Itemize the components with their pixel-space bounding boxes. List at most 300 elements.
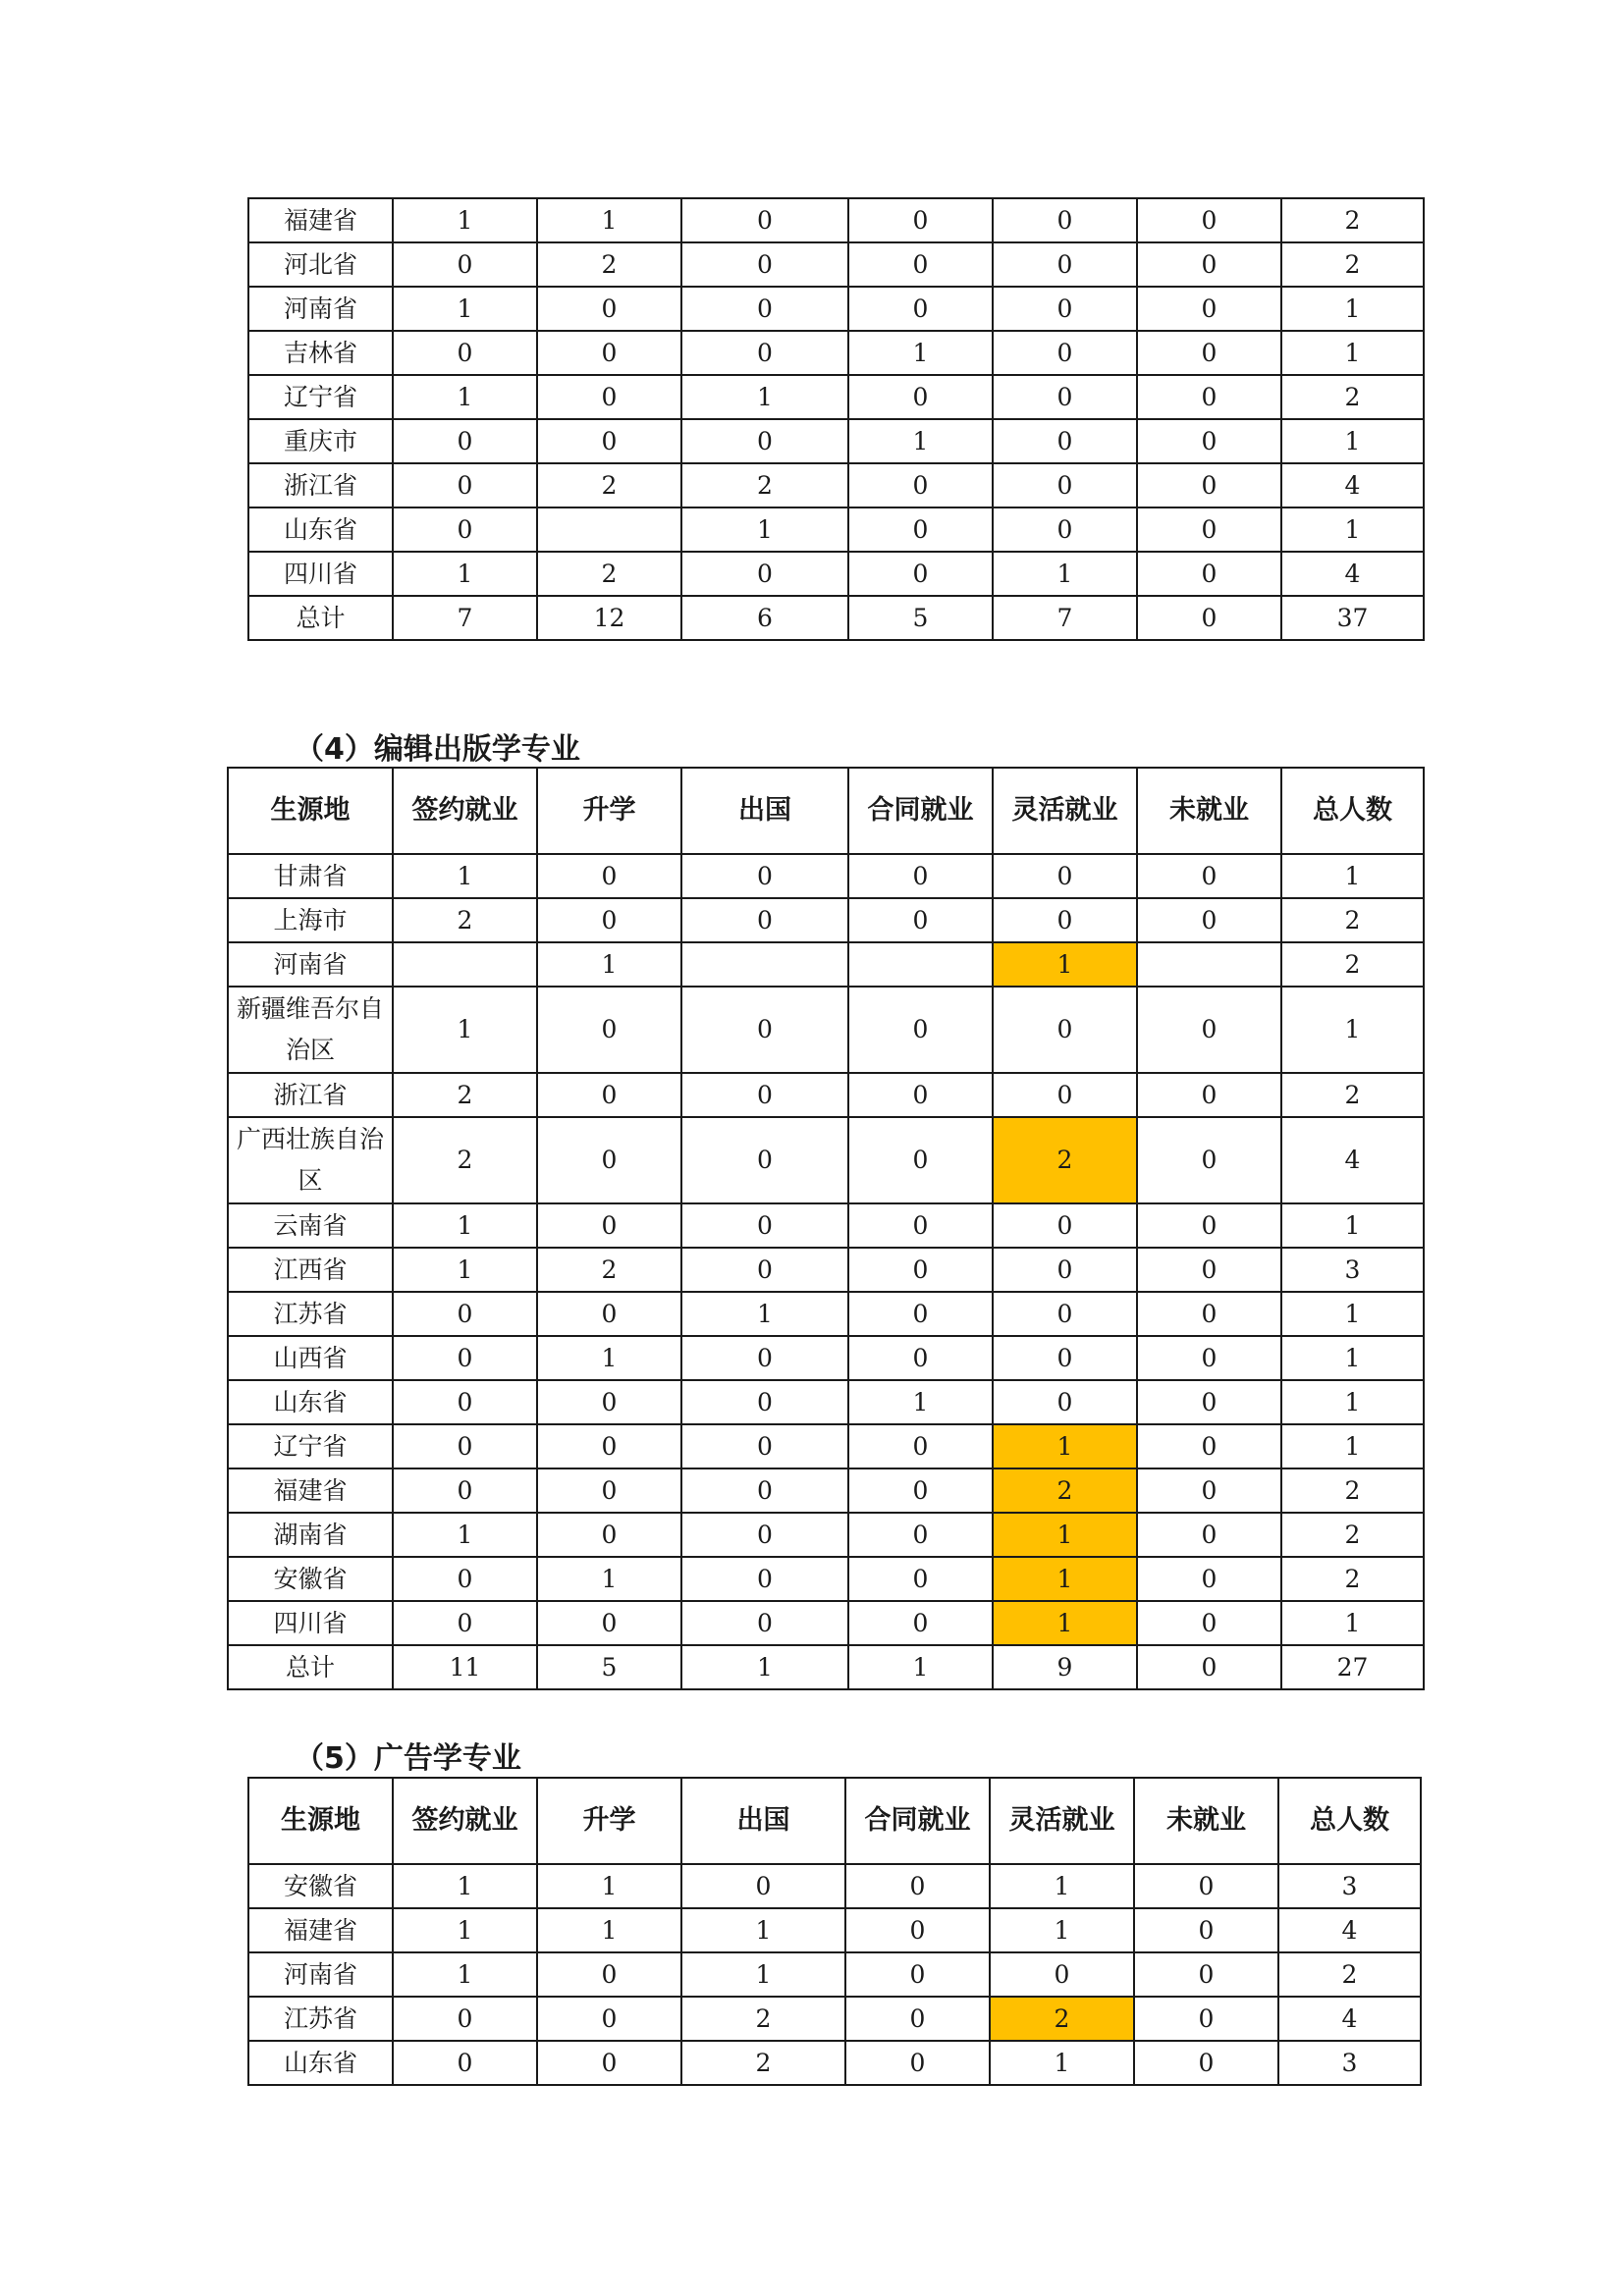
province-cell: 甘肃省 bbox=[228, 854, 393, 898]
table-continued bbox=[247, 197, 1425, 641]
value-cell: 1 bbox=[990, 1864, 1134, 1908]
highlighted-cell: 1 bbox=[993, 1557, 1137, 1601]
value-cell: 0 bbox=[681, 1073, 848, 1117]
value-cell: 1 bbox=[537, 942, 681, 987]
province-cell: 江苏省 bbox=[228, 1292, 393, 1336]
value-cell: 0 bbox=[993, 987, 1137, 1073]
value-cell: 6 bbox=[681, 596, 848, 640]
value-cell: 27 bbox=[1281, 1645, 1424, 1689]
province-cell: 江苏省 bbox=[248, 1997, 393, 2041]
table-row bbox=[228, 942, 1424, 987]
province-cell: 浙江省 bbox=[228, 1073, 393, 1117]
column-header: 出国 bbox=[681, 1778, 845, 1864]
value-cell: 0 bbox=[848, 463, 993, 507]
value-cell: 1 bbox=[1281, 287, 1424, 331]
value-cell: 0 bbox=[993, 1203, 1137, 1248]
value-cell: 0 bbox=[537, 854, 681, 898]
section-caption: （5）广告学专业 bbox=[295, 1741, 521, 1776]
value-cell: 4 bbox=[1281, 1117, 1424, 1203]
value-cell: 0 bbox=[848, 287, 993, 331]
value-cell: 0 bbox=[681, 1203, 848, 1248]
value-cell: 0 bbox=[848, 242, 993, 287]
value-cell: 1 bbox=[537, 1908, 681, 1952]
value-cell: 0 bbox=[393, 1468, 537, 1513]
value-cell: 0 bbox=[1137, 1292, 1281, 1336]
value-cell: 1 bbox=[1281, 419, 1424, 463]
value-cell: 0 bbox=[1137, 1380, 1281, 1424]
value-cell: 0 bbox=[537, 1424, 681, 1468]
value-cell: 0 bbox=[1134, 2041, 1278, 2085]
value-cell: 1 bbox=[681, 507, 848, 552]
value-cell: 0 bbox=[537, 1292, 681, 1336]
value-cell: 0 bbox=[393, 1292, 537, 1336]
value-cell: 0 bbox=[1137, 854, 1281, 898]
table-row bbox=[228, 1468, 1424, 1513]
table-row bbox=[228, 987, 1424, 1073]
value-cell: 0 bbox=[993, 854, 1137, 898]
value-cell: 0 bbox=[1137, 987, 1281, 1073]
value-cell: 2 bbox=[537, 242, 681, 287]
value-cell: 0 bbox=[537, 1513, 681, 1557]
value-cell: 7 bbox=[393, 596, 537, 640]
province-cell: 新疆维吾尔自治区 bbox=[228, 987, 393, 1073]
value-cell: 0 bbox=[1137, 463, 1281, 507]
value-cell: 0 bbox=[681, 1424, 848, 1468]
value-cell: 0 bbox=[681, 1513, 848, 1557]
table-row bbox=[248, 1952, 1421, 1997]
value-cell: 0 bbox=[1137, 1557, 1281, 1601]
value-cell: 4 bbox=[1278, 1997, 1421, 2041]
value-cell bbox=[393, 942, 537, 987]
total-label: 总计 bbox=[248, 596, 393, 640]
value-cell: 0 bbox=[848, 198, 993, 242]
value-cell: 1 bbox=[393, 854, 537, 898]
value-cell: 0 bbox=[1137, 1117, 1281, 1203]
value-cell: 0 bbox=[1137, 1468, 1281, 1513]
value-cell: 2 bbox=[681, 2041, 845, 2085]
highlighted-cell: 1 bbox=[993, 1601, 1137, 1645]
value-cell: 0 bbox=[993, 1292, 1137, 1336]
value-cell: 0 bbox=[848, 1468, 993, 1513]
value-cell: 0 bbox=[537, 419, 681, 463]
value-cell: 1 bbox=[393, 1203, 537, 1248]
value-cell: 0 bbox=[1137, 1513, 1281, 1557]
table-row bbox=[228, 1203, 1424, 1248]
value-cell: 2 bbox=[393, 1073, 537, 1117]
column-header: 合同就业 bbox=[845, 1778, 990, 1864]
header-row bbox=[228, 768, 1424, 854]
value-cell: 2 bbox=[1281, 1557, 1424, 1601]
value-cell: 2 bbox=[537, 1248, 681, 1292]
value-cell: 1 bbox=[393, 1248, 537, 1292]
province-cell: 重庆市 bbox=[248, 419, 393, 463]
value-cell: 1 bbox=[848, 331, 993, 375]
value-cell: 9 bbox=[993, 1645, 1137, 1689]
header-row bbox=[248, 1778, 1421, 1864]
value-cell: 0 bbox=[537, 331, 681, 375]
value-cell: 0 bbox=[681, 552, 848, 596]
value-cell: 0 bbox=[681, 1380, 848, 1424]
table-row bbox=[228, 854, 1424, 898]
value-cell: 0 bbox=[537, 375, 681, 419]
column-header: 未就业 bbox=[1137, 768, 1281, 854]
value-cell: 37 bbox=[1281, 596, 1424, 640]
total-label: 总计 bbox=[228, 1645, 393, 1689]
value-cell: 1 bbox=[1281, 1380, 1424, 1424]
column-header: 生源地 bbox=[228, 768, 393, 854]
value-cell: 2 bbox=[1281, 198, 1424, 242]
column-header: 灵活就业 bbox=[993, 768, 1137, 854]
value-cell: 0 bbox=[1134, 1908, 1278, 1952]
province-cell: 河南省 bbox=[228, 942, 393, 987]
table-row bbox=[248, 463, 1424, 507]
value-cell: 0 bbox=[848, 507, 993, 552]
value-cell: 1 bbox=[848, 1645, 993, 1689]
value-cell: 1 bbox=[1281, 1424, 1424, 1468]
value-cell: 0 bbox=[993, 419, 1137, 463]
value-cell: 0 bbox=[537, 987, 681, 1073]
value-cell: 0 bbox=[1137, 1248, 1281, 1292]
value-cell: 1 bbox=[990, 1908, 1134, 1952]
table-row bbox=[248, 419, 1424, 463]
value-cell: 0 bbox=[848, 1601, 993, 1645]
value-cell: 1 bbox=[990, 2041, 1134, 2085]
province-cell: 山东省 bbox=[248, 2041, 393, 2085]
value-cell: 2 bbox=[1281, 1513, 1424, 1557]
value-cell: 0 bbox=[1137, 375, 1281, 419]
value-cell: 5 bbox=[848, 596, 993, 640]
value-cell: 7 bbox=[993, 596, 1137, 640]
value-cell: 2 bbox=[1281, 242, 1424, 287]
value-cell: 2 bbox=[1278, 1952, 1421, 1997]
value-cell: 0 bbox=[393, 463, 537, 507]
table-row bbox=[248, 2041, 1421, 2085]
value-cell: 0 bbox=[537, 1468, 681, 1513]
province-cell: 上海市 bbox=[228, 898, 393, 942]
value-cell: 0 bbox=[993, 1248, 1137, 1292]
value-cell: 0 bbox=[681, 242, 848, 287]
province-cell: 湖南省 bbox=[228, 1513, 393, 1557]
value-cell: 0 bbox=[1137, 419, 1281, 463]
value-cell: 0 bbox=[681, 987, 848, 1073]
value-cell: 3 bbox=[1278, 1864, 1421, 1908]
value-cell: 12 bbox=[537, 596, 681, 640]
column-header: 升学 bbox=[537, 1778, 681, 1864]
value-cell: 0 bbox=[993, 463, 1137, 507]
value-cell: 2 bbox=[393, 898, 537, 942]
table-row bbox=[248, 198, 1424, 242]
value-cell: 1 bbox=[393, 1908, 537, 1952]
value-cell: 1 bbox=[1281, 987, 1424, 1073]
value-cell: 0 bbox=[393, 1997, 537, 2041]
section-caption: （4）编辑出版学专业 bbox=[295, 732, 580, 767]
value-cell: 1 bbox=[993, 552, 1137, 596]
table-editing-publishing bbox=[227, 767, 1425, 1690]
value-cell: 1 bbox=[393, 1864, 537, 1908]
table-row bbox=[228, 1513, 1424, 1557]
province-cell: 河南省 bbox=[248, 1952, 393, 1997]
column-header: 未就业 bbox=[1134, 1778, 1278, 1864]
province-cell: 云南省 bbox=[228, 1203, 393, 1248]
value-cell: 2 bbox=[537, 463, 681, 507]
value-cell: 0 bbox=[1137, 1073, 1281, 1117]
value-cell: 2 bbox=[681, 463, 848, 507]
value-cell: 0 bbox=[1137, 1601, 1281, 1645]
column-header: 签约就业 bbox=[393, 768, 537, 854]
province-cell: 福建省 bbox=[228, 1468, 393, 1513]
column-header: 出国 bbox=[681, 768, 848, 854]
province-cell: 河北省 bbox=[248, 242, 393, 287]
value-cell: 0 bbox=[1137, 1424, 1281, 1468]
table-row bbox=[228, 1117, 1424, 1203]
column-header: 升学 bbox=[537, 768, 681, 854]
value-cell: 4 bbox=[1281, 552, 1424, 596]
value-cell: 0 bbox=[990, 1952, 1134, 1997]
value-cell: 0 bbox=[1137, 596, 1281, 640]
value-cell: 0 bbox=[393, 1601, 537, 1645]
province-cell: 江西省 bbox=[228, 1248, 393, 1292]
column-header: 灵活就业 bbox=[990, 1778, 1134, 1864]
value-cell: 0 bbox=[681, 1336, 848, 1380]
value-cell: 0 bbox=[1134, 1864, 1278, 1908]
value-cell: 0 bbox=[848, 898, 993, 942]
value-cell: 1 bbox=[1281, 1203, 1424, 1248]
value-cell: 0 bbox=[537, 287, 681, 331]
column-header: 合同就业 bbox=[848, 768, 993, 854]
value-cell: 0 bbox=[993, 1380, 1137, 1424]
value-cell: 1 bbox=[1281, 1336, 1424, 1380]
value-cell: 1 bbox=[1281, 854, 1424, 898]
value-cell: 0 bbox=[537, 1073, 681, 1117]
value-cell: 1 bbox=[1281, 1292, 1424, 1336]
value-cell: 0 bbox=[1134, 1952, 1278, 1997]
value-cell: 0 bbox=[393, 1424, 537, 1468]
value-cell: 1 bbox=[537, 198, 681, 242]
value-cell: 0 bbox=[681, 898, 848, 942]
value-cell: 0 bbox=[393, 1380, 537, 1424]
value-cell: 2 bbox=[1281, 942, 1424, 987]
value-cell: 0 bbox=[848, 1203, 993, 1248]
table-row bbox=[228, 1424, 1424, 1468]
value-cell: 0 bbox=[848, 1424, 993, 1468]
value-cell: 0 bbox=[1137, 1336, 1281, 1380]
table-row bbox=[228, 1248, 1424, 1292]
value-cell: 0 bbox=[845, 2041, 990, 2085]
value-cell: 0 bbox=[993, 507, 1137, 552]
value-cell: 0 bbox=[681, 331, 848, 375]
value-cell bbox=[1137, 942, 1281, 987]
value-cell: 1 bbox=[1281, 1601, 1424, 1645]
value-cell: 2 bbox=[1281, 1073, 1424, 1117]
value-cell: 0 bbox=[1137, 1203, 1281, 1248]
value-cell: 1 bbox=[393, 375, 537, 419]
value-cell: 1 bbox=[393, 1513, 537, 1557]
table-row bbox=[248, 331, 1424, 375]
table-row bbox=[248, 552, 1424, 596]
table-row bbox=[248, 375, 1424, 419]
value-cell: 0 bbox=[393, 1557, 537, 1601]
value-cell: 0 bbox=[993, 287, 1137, 331]
table-row bbox=[248, 242, 1424, 287]
value-cell: 1 bbox=[393, 287, 537, 331]
value-cell: 0 bbox=[537, 2041, 681, 2085]
value-cell: 0 bbox=[1137, 507, 1281, 552]
column-header: 签约就业 bbox=[393, 1778, 537, 1864]
value-cell: 0 bbox=[993, 198, 1137, 242]
value-cell: 0 bbox=[537, 1117, 681, 1203]
value-cell: 2 bbox=[1281, 1468, 1424, 1513]
province-cell: 浙江省 bbox=[248, 463, 393, 507]
province-cell: 四川省 bbox=[248, 552, 393, 596]
value-cell: 0 bbox=[845, 1864, 990, 1908]
value-cell: 1 bbox=[393, 552, 537, 596]
value-cell: 0 bbox=[993, 242, 1137, 287]
value-cell: 0 bbox=[1137, 552, 1281, 596]
value-cell: 0 bbox=[1137, 198, 1281, 242]
table-row bbox=[248, 1908, 1421, 1952]
value-cell: 0 bbox=[1137, 331, 1281, 375]
value-cell: 0 bbox=[681, 1557, 848, 1601]
highlighted-cell: 1 bbox=[993, 1513, 1137, 1557]
value-cell: 2 bbox=[537, 552, 681, 596]
province-cell: 辽宁省 bbox=[248, 375, 393, 419]
value-cell: 3 bbox=[1281, 1248, 1424, 1292]
province-cell: 广西壮族自治区 bbox=[228, 1117, 393, 1203]
total-row bbox=[248, 596, 1424, 640]
value-cell: 0 bbox=[393, 2041, 537, 2085]
highlighted-cell: 1 bbox=[993, 942, 1137, 987]
value-cell: 0 bbox=[993, 1073, 1137, 1117]
value-cell: 0 bbox=[537, 1380, 681, 1424]
value-cell: 0 bbox=[537, 1997, 681, 2041]
value-cell: 0 bbox=[393, 1336, 537, 1380]
value-cell bbox=[681, 942, 848, 987]
value-cell: 1 bbox=[1281, 331, 1424, 375]
value-cell: 1 bbox=[537, 1557, 681, 1601]
value-cell: 1 bbox=[393, 1952, 537, 1997]
province-cell: 山西省 bbox=[228, 1336, 393, 1380]
province-cell: 辽宁省 bbox=[228, 1424, 393, 1468]
value-cell: 0 bbox=[1134, 1997, 1278, 2041]
table-advertising bbox=[247, 1777, 1422, 2086]
total-row bbox=[228, 1645, 1424, 1689]
value-cell: 0 bbox=[848, 1248, 993, 1292]
table-row bbox=[248, 1997, 1421, 2041]
table-row bbox=[228, 1336, 1424, 1380]
value-cell: 1 bbox=[1281, 507, 1424, 552]
highlighted-cell: 2 bbox=[990, 1997, 1134, 2041]
value-cell: 0 bbox=[845, 1908, 990, 1952]
value-cell: 2 bbox=[1281, 898, 1424, 942]
value-cell: 0 bbox=[993, 375, 1137, 419]
value-cell: 1 bbox=[848, 419, 993, 463]
column-header: 总人数 bbox=[1281, 768, 1424, 854]
value-cell: 2 bbox=[393, 1117, 537, 1203]
value-cell: 2 bbox=[1281, 375, 1424, 419]
column-header: 总人数 bbox=[1278, 1778, 1421, 1864]
value-cell: 1 bbox=[681, 1292, 848, 1336]
value-cell: 0 bbox=[848, 375, 993, 419]
value-cell: 0 bbox=[848, 1073, 993, 1117]
value-cell: 0 bbox=[537, 898, 681, 942]
value-cell: 0 bbox=[1137, 242, 1281, 287]
table-row bbox=[248, 507, 1424, 552]
value-cell: 1 bbox=[681, 1645, 848, 1689]
value-cell: 0 bbox=[848, 1513, 993, 1557]
value-cell: 0 bbox=[848, 1336, 993, 1380]
province-cell: 吉林省 bbox=[248, 331, 393, 375]
value-cell: 0 bbox=[848, 1557, 993, 1601]
value-cell: 1 bbox=[681, 375, 848, 419]
value-cell: 1 bbox=[681, 1952, 845, 1997]
value-cell: 0 bbox=[681, 1117, 848, 1203]
value-cell: 0 bbox=[1137, 1645, 1281, 1689]
province-cell: 河南省 bbox=[248, 287, 393, 331]
value-cell: 0 bbox=[1137, 898, 1281, 942]
value-cell: 0 bbox=[681, 1468, 848, 1513]
value-cell: 0 bbox=[848, 1292, 993, 1336]
value-cell: 1 bbox=[537, 1864, 681, 1908]
value-cell: 0 bbox=[848, 987, 993, 1073]
table-row bbox=[248, 287, 1424, 331]
province-cell: 福建省 bbox=[248, 1908, 393, 1952]
table-row bbox=[228, 1292, 1424, 1336]
value-cell: 0 bbox=[537, 1952, 681, 1997]
province-cell: 四川省 bbox=[228, 1601, 393, 1645]
value-cell: 0 bbox=[393, 331, 537, 375]
value-cell: 0 bbox=[848, 552, 993, 596]
column-header: 生源地 bbox=[248, 1778, 393, 1864]
value-cell: 0 bbox=[681, 1864, 845, 1908]
value-cell: 1 bbox=[848, 1380, 993, 1424]
value-cell: 0 bbox=[537, 1203, 681, 1248]
table-row bbox=[248, 1864, 1421, 1908]
table-row bbox=[228, 1380, 1424, 1424]
table-row bbox=[228, 1557, 1424, 1601]
value-cell: 4 bbox=[1278, 1908, 1421, 1952]
table-row bbox=[228, 1601, 1424, 1645]
value-cell bbox=[848, 942, 993, 987]
value-cell: 0 bbox=[681, 1601, 848, 1645]
value-cell: 0 bbox=[681, 287, 848, 331]
value-cell: 0 bbox=[845, 1997, 990, 2041]
value-cell: 11 bbox=[393, 1645, 537, 1689]
value-cell: 0 bbox=[1137, 287, 1281, 331]
value-cell: 0 bbox=[681, 198, 848, 242]
value-cell: 0 bbox=[393, 242, 537, 287]
value-cell: 5 bbox=[537, 1645, 681, 1689]
value-cell: 0 bbox=[681, 419, 848, 463]
value-cell: 1 bbox=[393, 198, 537, 242]
value-cell: 4 bbox=[1281, 463, 1424, 507]
highlighted-cell: 1 bbox=[993, 1424, 1137, 1468]
value-cell: 0 bbox=[993, 331, 1137, 375]
value-cell: 0 bbox=[993, 898, 1137, 942]
value-cell: 1 bbox=[393, 987, 537, 1073]
value-cell: 0 bbox=[681, 854, 848, 898]
value-cell: 0 bbox=[993, 1336, 1137, 1380]
value-cell: 0 bbox=[393, 419, 537, 463]
province-cell: 安徽省 bbox=[248, 1864, 393, 1908]
province-cell: 山东省 bbox=[228, 1380, 393, 1424]
province-cell: 福建省 bbox=[248, 198, 393, 242]
highlighted-cell: 2 bbox=[993, 1117, 1137, 1203]
value-cell: 1 bbox=[681, 1908, 845, 1952]
province-cell: 安徽省 bbox=[228, 1557, 393, 1601]
value-cell: 1 bbox=[537, 1336, 681, 1380]
table-row bbox=[228, 898, 1424, 942]
value-cell: 3 bbox=[1278, 2041, 1421, 2085]
